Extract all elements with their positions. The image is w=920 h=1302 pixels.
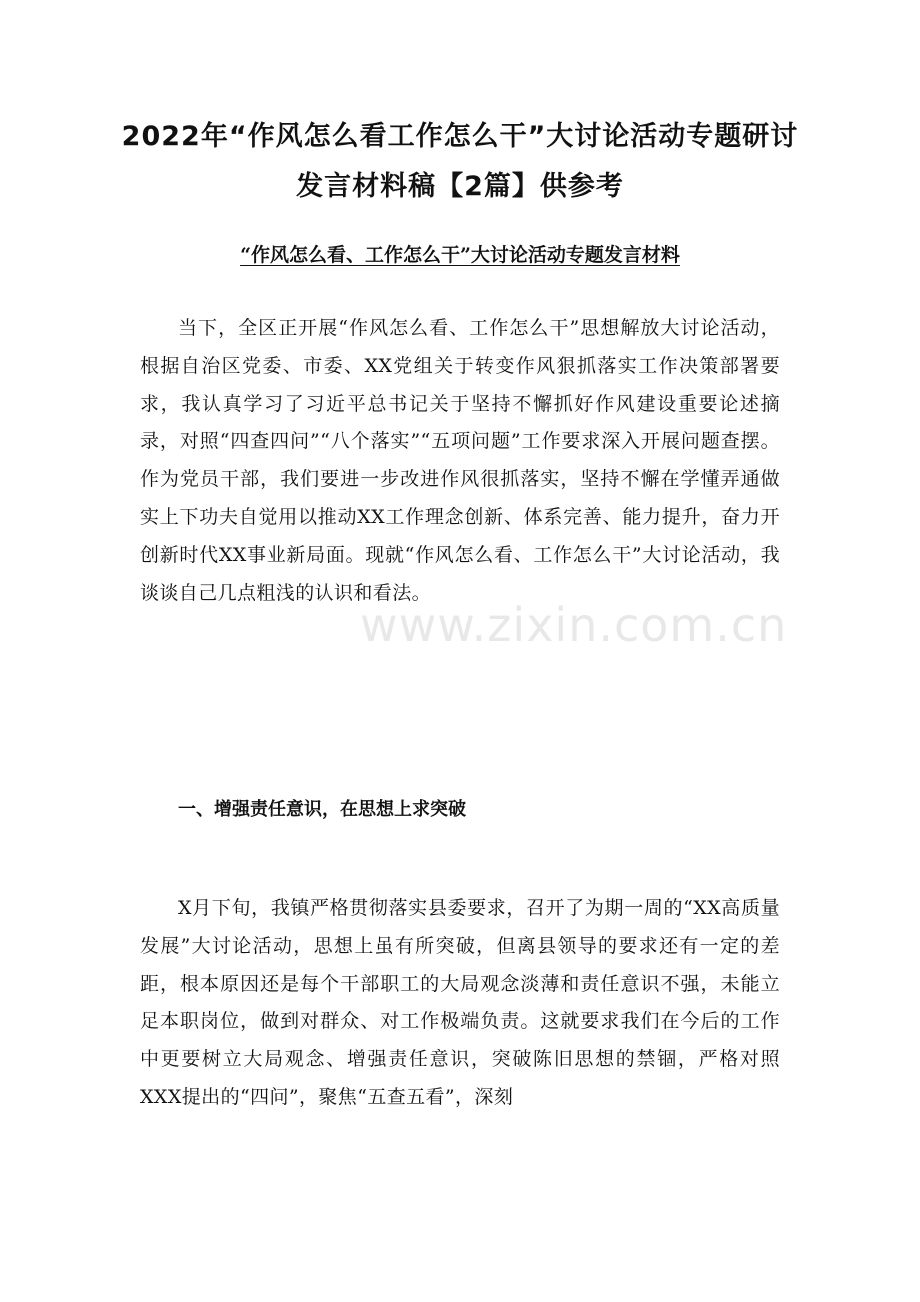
document-subtitle: [140, 240, 780, 270]
body-paragraph-2: X月下旬，我镇严格贯彻落实县委要求，召开了为期一周的“XX高质量发展”大讨论活动，思想上虽有所突破，但离县领导的要求还有一定的差距，根本原因还是每个干部职工的大局观念淡薄和责任意识不强，未能立足本职岗位，做到对群众、对工作极端负责。这就要求我们在今后的工作中更要树立大局观念、增强责任意识，突破陈旧思想的禁锢，严格对照XXX提出的“四问”，聚焦“五查五看”，深刻: [140, 897, 780, 1108]
document-title: 2022年“作风怎么看工作怎么干”大讨论活动专题研讨发言材料稿【2篇】供参考: [121, 121, 799, 202]
watermark: www.zixin.com.cn: [360, 598, 788, 652]
section-heading-1: 一、增强责任意识，在思想上求突破: [178, 799, 466, 820]
subtitle-text: “作风怎么看、工作怎么干”大讨论活动专题发言材料: [240, 244, 680, 266]
body-paragraph-1: 当下，全区正开展“作风怎么看、工作怎么干”思想解放大讨论活动，根据自治区党委、市委、XX党组关于转变作风狠抓落实工作决策部署要求，我认真学习了习近平总书记关于坚持不懈抓好作风建设重要论述摘录，对照“四查四问”“八个落实”“五项问题”工作要求深入开展问题查摆。作为党员干部，我们要进一步改进作风很抓落实，坚持不懈在学懂弄通做实上下功夫自觉用以推动XX工作理念创新、体系完善、能力提升，奋力开创新时代XX事业新局面。现就“作风怎么看、工作怎么干”大讨论活动，我谈谈自己几点粗浅的认识和看法。: [140, 317, 780, 604]
